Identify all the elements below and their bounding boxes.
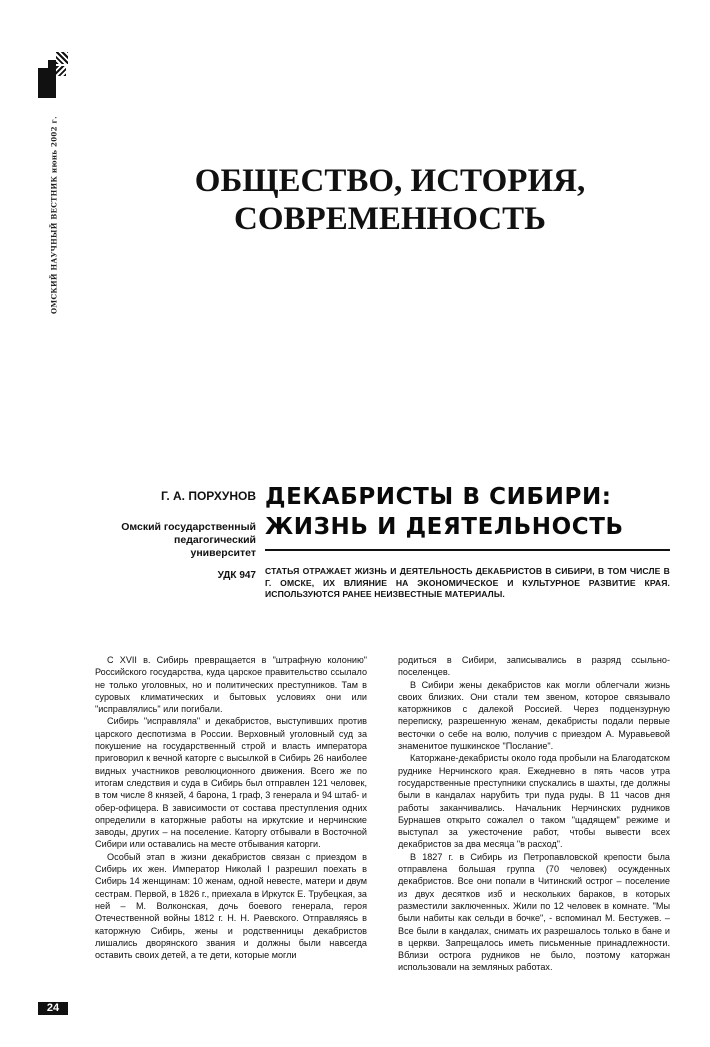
- author-name: Г. А. ПОРХУНОВ: [161, 489, 256, 503]
- affiliation-line-1: Омский государственный: [121, 521, 256, 533]
- article-abstract: СТАТЬЯ ОТРАЖАЕТ ЖИЗНЬ И ДЕЯТЕЛЬНОСТЬ ДЕКАБРИСТОВ В СИБИРИ, В ТОМ ЧИСЛЕ В Г. ОМСКЕ, ИХ ВЛИЯНИЕ НА ЭКОНОМИЧЕСКОЕ И КУЛЬТУРНОЕ РАЗВИТИЕ КРАЯ. ИСПОЛЬЗУЮТСЯ РАНЕЕ НЕИЗВЕСТНЫЕ МАТЕРИАЛЫ.: [265, 566, 670, 599]
- body-column-left: [95, 654, 367, 961]
- paragraph: Особый этап в жизни декабристов связан с приездом в Сибирь их жен. Император Николай I разрешил поехать в Сибирь 14 женщинам: 10 женам, одной невесте, матери и двум сестрам. Первой, в 1826 г., приехала в Иркутск Е. Трубецкая, за ней – М. Волконская, дочь боевого генерала, героя Отечественной войны 1812 г. Н. Н. Раевского. Отправляясь в каторжную Сибирь, жены и родственницы декабристов лишались дворянского звания и должны были навсегда оставить своих детей, а те дети, которые могли: [95, 851, 367, 961]
- body-column-right: [398, 654, 670, 974]
- paragraph: Сибирь "исправляла" и декабристов, выступивших против царского деспотизма в России. Верховный уголовный суд за покушение на государственный строй и власть императора приговорил к вечной каторге с высылкой в Сибирь 26 наиболее видных участников революционного движения. Всего же по итогам следствия и суда в Сибирь был отправлен 121 человек, в том числе 8 князей, 4 барона, 1 граф, 3 генерала и 94 штаб- и обер-офицера. В зависимости от состава преступления одних определили в каторжные работы на иркутские и нерчинские заводы, других – на поселение. Каторгу отбывали в Восточной Сибири или оставались на месте отбывания каторги.: [95, 716, 367, 850]
- paragraph: С XVII в. Сибирь превращается в "штрафную колонию" Российского государства, куда царское правительство ссылало не только уголовных, но и политических преступников. Там в суровых климатических и бытовых условиях они или "исправлялись" или погибали.: [95, 655, 367, 715]
- paragraph: родиться в Сибири, записывались в разряд ссыльно-поселенцев.: [398, 655, 670, 678]
- affiliation-line-3: университет: [190, 547, 256, 559]
- paragraph: В 1827 г. в Сибирь из Петропавловской крепости была отправлена большая группа (70 человек) осужденных декабристов. Все они попали в Читинский острог – поселение из двух десятков изб и нескольких бараков, в которых разместили заключенных. Жили по 12 человек в комнате. "Мы были набиты как сельди в бочке", - вспоминал М. Бестужев. – Все были в кандалах, снимать их разрешалось только в бане и в церкви. Запрещалось иметь письменные принадлежности. Вблизи острога рудников не было, поэтому каторжан использовали на земляных работах.: [398, 851, 670, 973]
- paragraph: В Сибири жены декабристов как могли облегчали жизнь своих близких. Они стали тем звеном, которое связывало каторжников с далекой Россией. Через подцензурную переписку, разрешенную женам, декабристы подали первые весточки о себе на волю, получив с приездом А. Муравьевой знаменитое пушкинское "Послание".: [398, 679, 670, 752]
- affiliation-line-2: педагогический: [174, 534, 256, 546]
- journal-logo: [38, 52, 68, 98]
- article-title: [265, 482, 685, 542]
- section-title-line-2: СОВРЕМЕННОСТЬ: [234, 201, 546, 237]
- udk-code: УДК 947: [217, 570, 256, 581]
- article-title-line-1: ДЕКАБРИСТЫ В СИБИРИ:: [265, 484, 612, 510]
- article-title-line-2: ЖИЗНЬ И ДЕЯТЕЛЬНОСТЬ: [265, 514, 624, 540]
- section-title: [160, 162, 620, 238]
- title-divider: [265, 549, 670, 551]
- paragraph: Каторжане-декабристы около года пробыли на Благодатском руднике Нерчинского края. Ежедневно в пять часов утра государственные преступники спускались в шахты, где должны были в кандалах нарубить три пуда руды. В 11 часов дня работы заканчивались. Начальник Нерчинских рудников Бурнашев открыто сожалел о таком "щадящем" режиме и выступал за ужесточение работ, чтобы вывести всех декабристов за два месяца "в расход".: [398, 753, 670, 850]
- author-affiliation: [100, 521, 256, 560]
- journal-spine-text: ОМСКИЙ НАУЧНЫЙ ВЕСТНИК июнь 2002 г.: [49, 116, 59, 314]
- page-number: 24: [38, 1002, 68, 1015]
- section-title-line-1: ОБЩЕСТВО, ИСТОРИЯ,: [194, 163, 586, 199]
